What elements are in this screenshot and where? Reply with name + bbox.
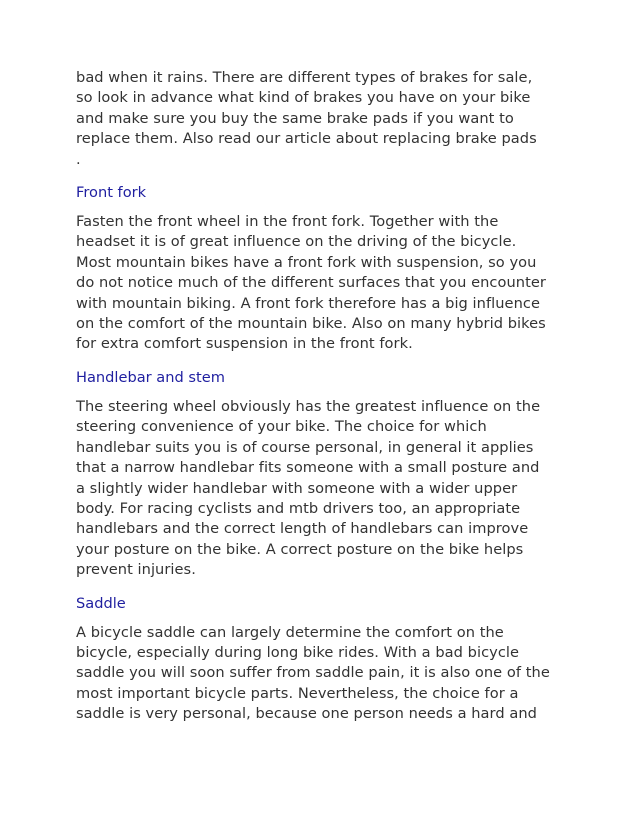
text-line: bad when it rains. There are different types of brakes for sale, [76, 69, 533, 86]
text-line: a slightly wider handlebar with someone with a wider upper [76, 479, 518, 497]
saddle-paragraph [76, 623, 598, 725]
text-line: that a narrow handlebar fits someone with a small posture and [76, 459, 540, 477]
section-heading-saddle: Saddle [76, 594, 126, 612]
text-line: on the comfort of the mountain bike. Also on many hybrid bikes [76, 315, 546, 333]
handlebar-paragraph [76, 397, 598, 581]
text-line: Fasten the front wheel in the front fork. Together with the [76, 213, 499, 231]
text-line: Most mountain bikes have a front fork with suspension, so you [76, 253, 537, 271]
text-line: for extra comfort suspension in the front fork. [76, 335, 413, 353]
text-line: The steering wheel obviously has the greatest influence on the [76, 397, 541, 415]
section-heading-handlebar-and-stem: Handlebar and stem [76, 368, 225, 386]
text-line: headset it is of great influence on the driving of the bicycle. [76, 233, 517, 251]
text-line: so look in advance what kind of brakes you have on your bike [76, 89, 531, 107]
text-line: do not notice much of the different surfaces that you encounter [76, 274, 546, 292]
text-line: body. For racing cyclists and mtb drivers too, an appropriate [76, 499, 521, 517]
front-fork-paragraph [76, 212, 598, 355]
text-line: saddle is very personal, because one person needs a hard and [76, 705, 537, 723]
text-line: saddle you will soon suffer from saddle pain, it is also one of the [76, 664, 550, 682]
text-line: with mountain biking. A front fork therefore has a big influence [76, 294, 540, 312]
text-line: most important bicycle parts. Nevertheless, the choice for a [76, 684, 519, 702]
intro-paragraph [76, 68, 598, 170]
text-line: handlebars and the correct length of handlebars can improve [76, 520, 529, 538]
text-line: replace them. Also read our article about replacing brake pads [76, 130, 537, 148]
text-line: bicycle, especially during long bike rides. With a bad bicycle [76, 643, 520, 661]
text-line: and make sure you buy the same brake pads if you want to [76, 109, 514, 127]
text-line: handlebar suits you is of course personal, in general it applies [76, 438, 534, 456]
text-line: prevent injuries. [76, 561, 196, 579]
text-line: steering convenience of your bike. The choice for which [76, 418, 487, 436]
text-line: your posture on the bike. A correct posture on the bike helps [76, 540, 524, 558]
text-line: . [76, 150, 81, 168]
text-line: A bicycle saddle can largely determine the comfort on the [76, 623, 504, 641]
section-heading-front-fork: Front fork [76, 184, 147, 202]
